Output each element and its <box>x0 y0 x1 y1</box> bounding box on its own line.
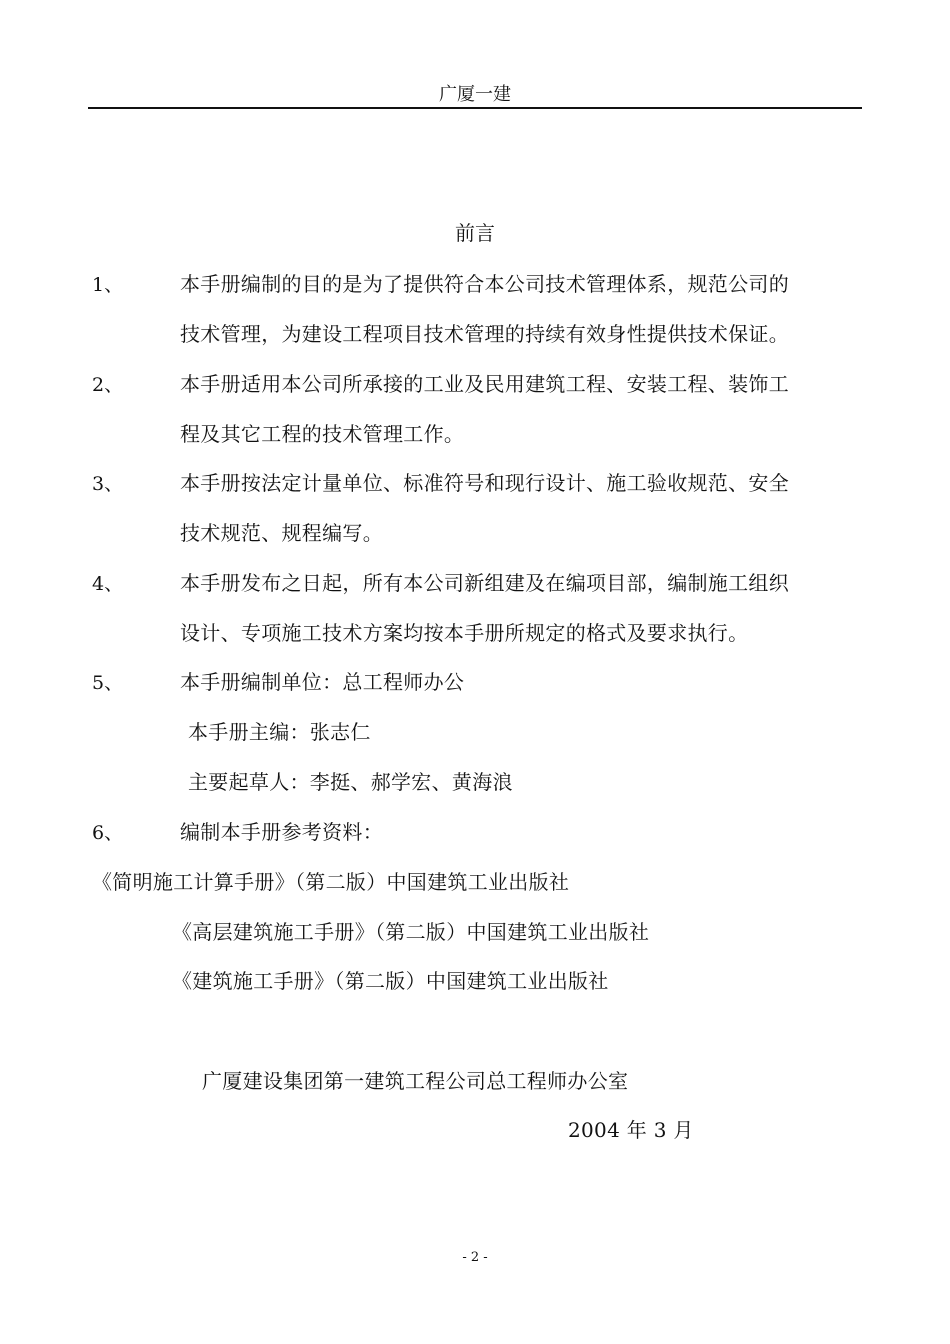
item-number: 2、 <box>92 374 124 396</box>
item-number: 3、 <box>92 473 124 495</box>
item-number: 1、 <box>92 274 124 296</box>
reference-item: 《建筑施工手册》（第二版）中国建筑工业出版社 <box>172 969 609 993</box>
item-text: 技术管理，为建设工程项目技术管理的持续有效身性提供技术保证。 <box>180 322 789 346</box>
header-divider <box>88 107 862 109</box>
item-number: 5、 <box>92 672 124 694</box>
reference-item: 《高层建筑施工手册》（第二版）中国建筑工业出版社 <box>172 920 650 944</box>
item-text: 程及其它工程的技术管理工作。 <box>180 422 465 446</box>
signature-date: 2004 年 3 月 <box>568 1118 694 1142</box>
item-text: 设计、专项施工技术方案均按本手册所规定的格式及要求执行。 <box>180 621 749 645</box>
item-text: 本手册适用本公司所承接的工业及民用建筑工程、安装工程、装饰工 <box>180 372 789 396</box>
page-header: 广厦一建 <box>439 84 511 105</box>
item-text: 本手册编制单位：总工程师办公 <box>180 670 465 694</box>
item-text: 本手册按法定计量单位、标准符号和现行设计、施工验收规范、安全 <box>180 471 789 495</box>
item-text: 本手册编制的目的是为了提供符合本公司技术管理体系，规范公司的 <box>180 272 789 296</box>
item-number: 6、 <box>92 822 124 844</box>
item-text: 本手册发布之日起，所有本公司新组建及在编项目部，编制施工组织 <box>180 571 789 595</box>
preface-title: 前言 <box>455 221 495 245</box>
item-text: 技术规范、规程编写。 <box>180 521 383 545</box>
item-text: 编制本手册参考资料： <box>180 820 383 844</box>
chief-editor: 本手册主编：张志仁 <box>188 720 371 744</box>
reference-item: 《简明施工计算手册》（第二版）中国建筑工业出版社 <box>92 870 570 894</box>
item-number: 4、 <box>92 573 124 595</box>
signature-org: 广厦建设集团第一建筑工程公司总工程师办公室 <box>202 1069 629 1093</box>
drafters: 主要起草人：李挺、郝学宏、黄海浪 <box>188 770 513 794</box>
page-number: - 2 - <box>462 1250 488 1265</box>
